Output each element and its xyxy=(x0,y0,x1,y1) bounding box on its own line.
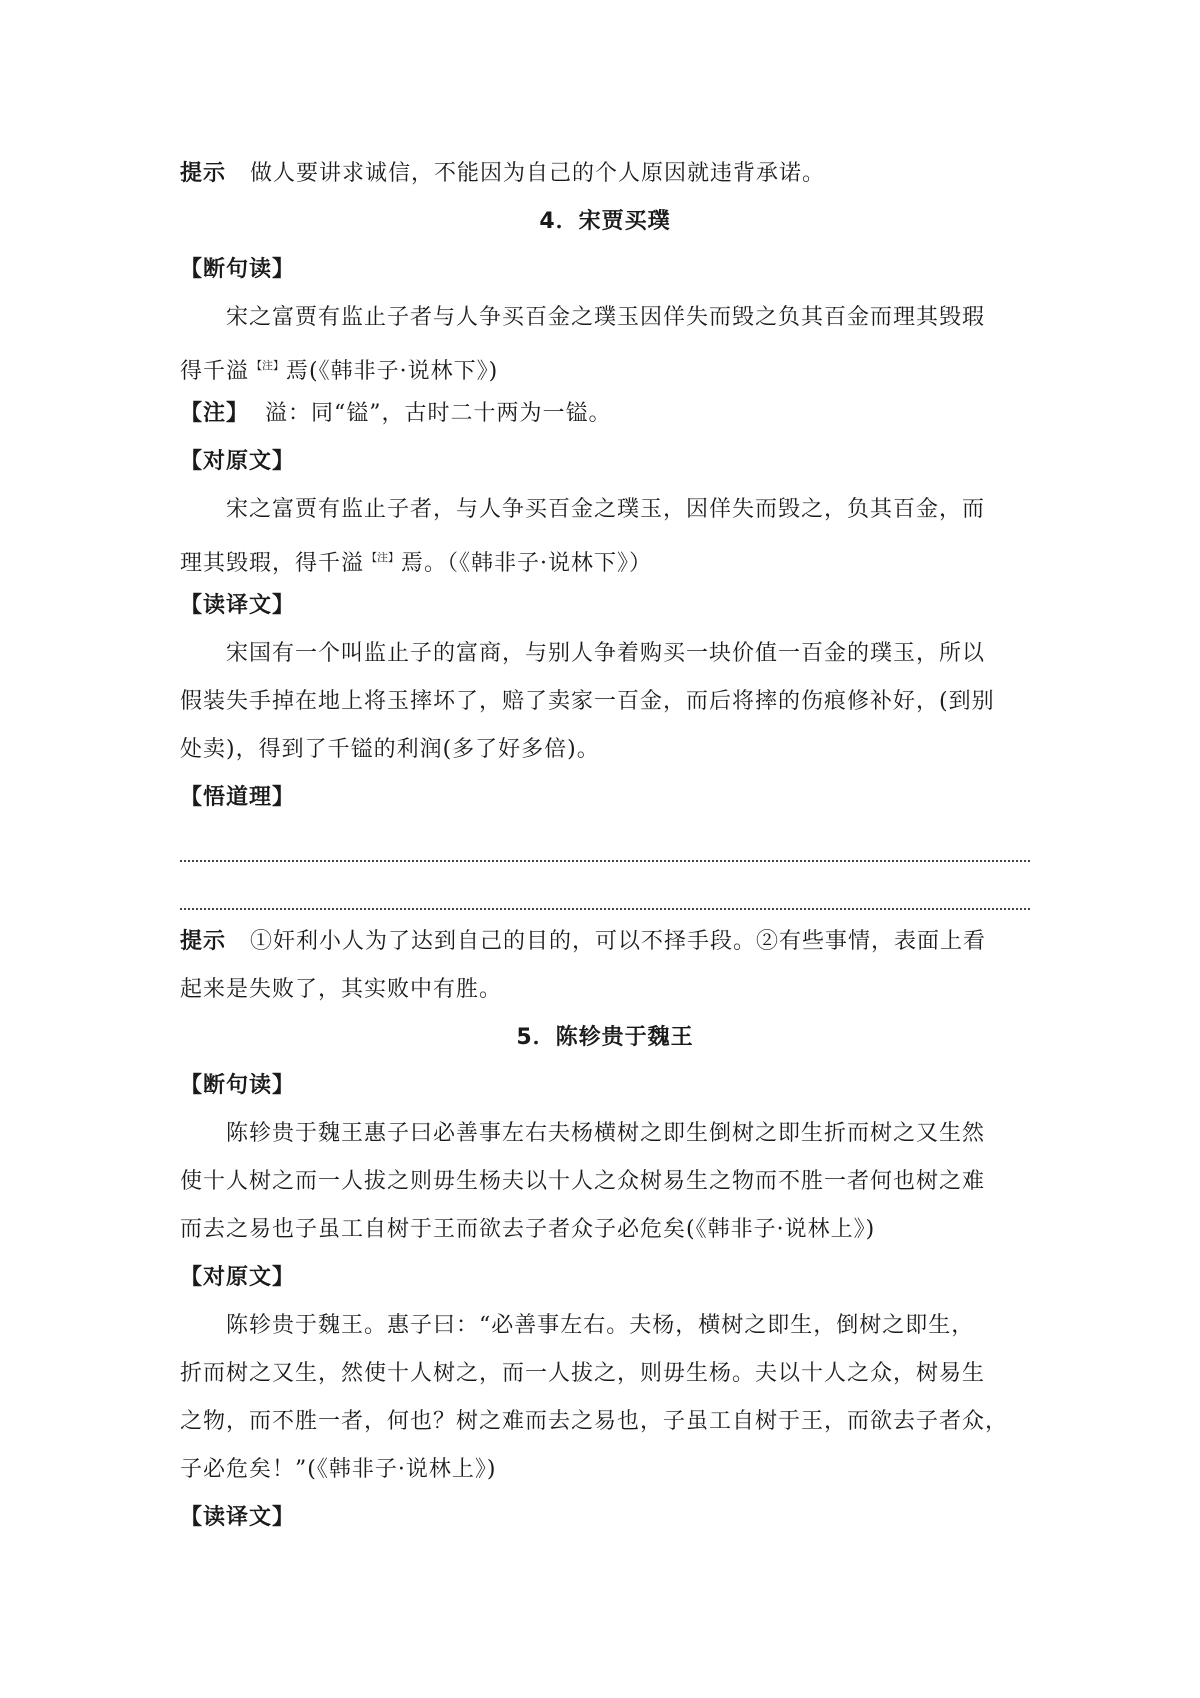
section-label-duyi: 【读译文】 xyxy=(180,1505,296,1530)
story5-title: 5．陈轸贵于魏王 xyxy=(516,1025,694,1050)
story4-duanju-line xyxy=(180,342,1030,390)
note-marker: 【注】 xyxy=(366,551,400,564)
story5-original-line: 之物，而不胜一者，何也？树之难而去之易也，子虽工自树于王，而欲去子者众， xyxy=(180,1409,1009,1434)
story4-hint-line: 起来是失败了，其实败中有胜。 xyxy=(180,977,503,1002)
text-segment: 得千溢 xyxy=(180,359,250,384)
story4-duanju-line: 宋之富贾有监止子者与人争买百金之璞玉因佯失而毁之负其百金而理其毁瑕 xyxy=(226,305,986,330)
story4-hint-line xyxy=(180,918,1030,966)
note-marker: 【注】 xyxy=(251,359,285,372)
text-segment: 理其毁瑕，得千溢 xyxy=(180,551,365,576)
answer-line xyxy=(180,822,1030,870)
story5-duanju-line: 陈轸贵于魏王惠子曰必善事左右夫杨横树之即生倒树之即生折而树之又生然 xyxy=(226,1121,986,1146)
story4-note xyxy=(180,390,1030,438)
story5-original-line: 陈轸贵于魏王。惠子曰：“必善事左右。夫杨，横树之即生，倒树之即生， xyxy=(226,1313,975,1338)
story4-translation-line: 宋国有一个叫监止子的富商，与别人争着购买一块价值一百金的璞玉，所以 xyxy=(226,641,986,666)
section-label-duyi: 【读译文】 xyxy=(180,593,296,618)
hint-text: 做人要讲求诚信，不能因为自己的个人原因就违背承诺。 xyxy=(250,161,826,186)
section-label-duiyuan: 【对原文】 xyxy=(180,449,296,474)
story4-translation-line: 假装失手掉在地上将玉摔坏了，赔了卖家一百金，而后将摔的伤痕修补好，(到别 xyxy=(180,689,995,714)
story4-original-line xyxy=(180,534,1030,582)
section-label-wudaoli: 【悟道理】 xyxy=(180,785,296,810)
answer-line xyxy=(180,870,1030,918)
hint-label: 提示 xyxy=(180,929,227,954)
section-label-duanju: 【断句读】 xyxy=(180,1073,296,1098)
story4-title: 4．宋贾买璞 xyxy=(539,209,671,234)
story4-original-line: 宋之富贾有监止子者，与人争买百金之璞玉，因佯失而毁之，负其百金，而 xyxy=(226,497,986,522)
story5-original-line: 折而树之又生，然使十人树之，而一人拔之，则毋生杨。夫以十人之众，树易生 xyxy=(180,1361,986,1386)
text-segment: 焉。（《韩非子·说林下》） xyxy=(401,551,653,576)
hint-text: ①奸利小人为了达到自己的目的，可以不择手段。②有些事情，表面上看 xyxy=(250,929,987,954)
section-label-zhu: 【注】 xyxy=(180,401,250,426)
story5-duanju-line: 使十人树之而一人拔之则毋生杨夫以十人之众树易生之物而不胜一者何也树之难 xyxy=(180,1169,986,1194)
story5-original-line: 子必危矣！”(《韩非子·说林上》) xyxy=(180,1457,497,1482)
story3-hint xyxy=(180,150,1030,198)
story5-duanju-line: 而去之易也子虽工自树于王而欲去子者众子必危矣(《韩非子·说林上》) xyxy=(180,1217,876,1242)
section-label-duiyuan: 【对原文】 xyxy=(180,1265,296,1290)
hint-label: 提示 xyxy=(180,161,227,186)
text-segment: 焉(《韩非子·说林下》) xyxy=(286,359,499,384)
note-text: 溢：同“镒”，古时二十两为一镒。 xyxy=(265,401,612,426)
document-page xyxy=(180,150,1030,1542)
section-label-duanju: 【断句读】 xyxy=(180,257,296,282)
story4-translation-line: 处卖)，得到了千镒的利润(多了好多倍)。 xyxy=(180,737,600,762)
